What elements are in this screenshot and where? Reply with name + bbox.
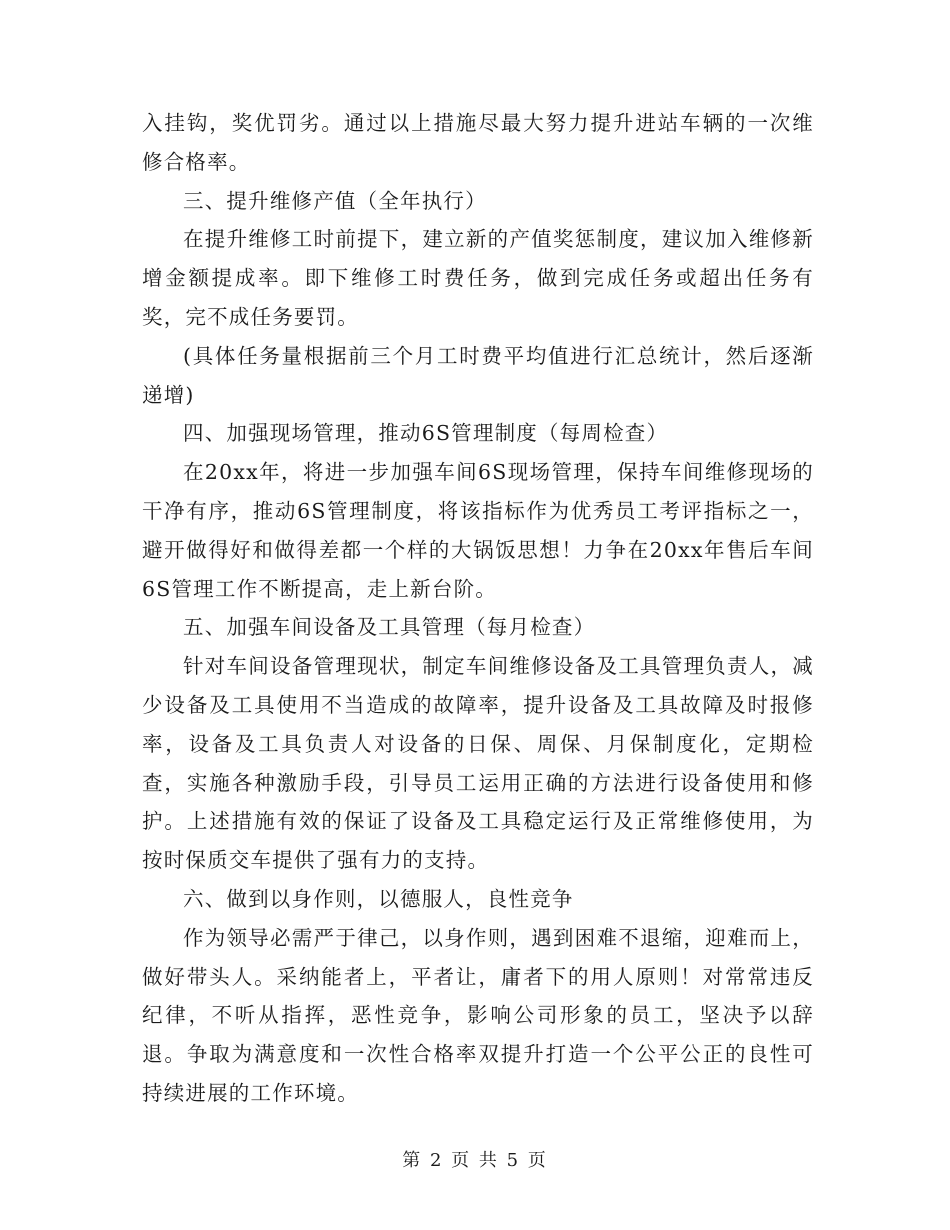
page-footer: 第 2 页 共 5 页 [402,1150,548,1171]
section-heading-6: 六、做到以身作则，以德服人，良性竞争 [183,886,574,911]
paragraph-continued: 入挂钩，奖优罚劣。通过以上措施尽最大努力提升进站车辆的一次维修合格率。 [142,111,814,174]
document-body [142,104,814,1113]
paragraph-note: (具体任务量根据前三个月工时费平均值进行汇总统计，然后逐渐递增) [142,343,814,407]
paragraph: 在提升维修工时前提下，建立新的产值奖惩制度，建议加入维修新增金额提成率。即下维修工时费任务，做到完成任务或超出任务有奖，完不成任务要罚。 [142,227,814,329]
paragraph: 作为领导必需严于律己，以身作则，遇到困难不退缩，迎难而上，做好带头人。采纳能者上，平者让，庸者下的用人原则！对常常违反纪律，不听从指挥，恶性竞争，影响公司形象的员工，坚决予以辞退。争取为满意度和一次性合格率双提升打造一个公平公正的良性可持续进展的工作环境。 [142,925,814,1105]
paragraph: 针对车间设备管理现状，制定车间维修设备及工具管理负责人，减少设备及工具使用不当造成的故障率，提升设备及工具故障及时报修率，设备及工具负责人对设备的日保、周保、月保制度化，定期检查，实施各种激励手段，引导员工运用正确的方法进行设备使用和修护。上述措施有效的保证了设备及工具稳定运行及正常维修使用，为按时保质交车提供了强有力的支持。 [142,654,814,873]
section-heading-3: 三、提升维修产值（全年执行） [183,188,487,213]
section-heading-5: 五、加强车间设备及工具管理（每月检查） [183,615,596,640]
section-heading-4: 四、加强现场管理，推动6S管理制度（每周检查） [183,421,669,446]
paragraph: 在20xx年，将进一步加强车间6S现场管理，保持车间维修现场的干净有序，推动6S管理制度，将该指标作为优秀员工考评指标之一，避开做得好和做得差都一个样的大锅饭思想！力争在20xx年售后车间6S管理工作不断提高，走上新台阶。 [142,460,814,601]
